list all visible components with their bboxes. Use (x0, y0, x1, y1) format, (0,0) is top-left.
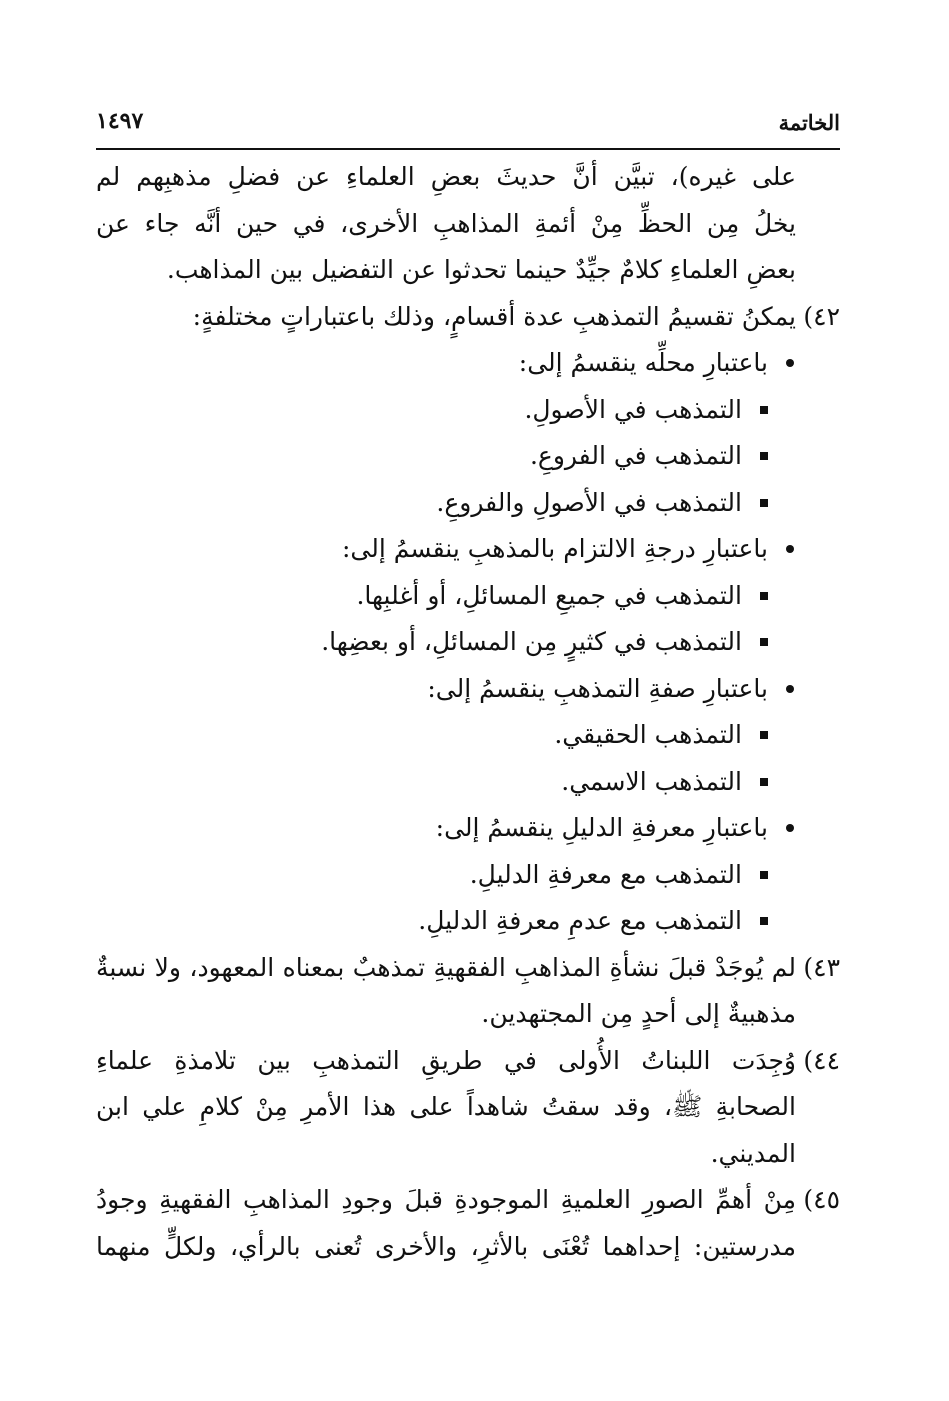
sub-item (96, 759, 840, 806)
text-line: مِنْ أهمِّ الصورِ العلميةِ الموجودةِ قبلَ وجودِ المذاهبِ الفقهيةِ وجودُ (96, 1185, 796, 1214)
sub-item-text: التمذهب في كثيرٍ مِن المسائلِ، أو بعضِها. (321, 627, 742, 656)
item-number: ٤٢) (803, 301, 840, 331)
text-line: لم يُوجَدْ قبلَ نشأةِ المذاهبِ الفقهيةِ تمذهبٌ بمعناه المعهود، ولا نسبةٌ (96, 952, 796, 982)
item-text-block (96, 1038, 796, 1178)
text-line: مذهبيةٌ إلى أحدٍ مِن المجتهدين. (481, 999, 796, 1028)
square-bullet-icon (760, 917, 768, 925)
bullet-dot-icon (786, 824, 794, 832)
numbered-item-44 (96, 1038, 840, 1178)
bullet-item (96, 805, 840, 852)
square-bullet-icon (760, 406, 768, 414)
bullet-label: باعتبارِ درجةِ الالتزام بالمذهبِ ينقسمُ إلى: (341, 534, 768, 563)
sub-item (96, 712, 840, 759)
sub-item (96, 387, 840, 434)
item-text-block (96, 1177, 796, 1270)
sub-item-text: التمذهب الحقيقي. (554, 720, 742, 749)
page-number: ١٤٩٧ (96, 108, 144, 134)
square-bullet-icon (760, 452, 768, 460)
intro-paragraph (96, 154, 840, 294)
square-bullet-icon (760, 638, 768, 646)
bullet-item (96, 340, 840, 387)
sub-item-text: التمذهب في الأصولِ. (524, 394, 742, 424)
sub-item-text: التمذهب في جميعِ المسائلِ، أو أغلبِها. (356, 580, 742, 610)
sub-item-text: التمذهب الاسمي. (561, 766, 742, 796)
bullet-label: باعتبارِ معرفةِ الدليلِ ينقسمُ إلى: (435, 813, 768, 842)
sub-item (96, 619, 840, 666)
bullet-dot-icon (786, 685, 794, 693)
sub-item (96, 480, 840, 527)
square-bullet-icon (760, 592, 768, 600)
text-line: وُجِدَت اللبناتُ الأُولى في طريقِ التمذهبِ بين تلامذةِ علماءِ (96, 1045, 796, 1075)
item-text: يمكنُ تقسيمُ التمذهبِ عدة أقسامٍ، وذلك باعتباراتٍ مختلفةٍ: (192, 301, 796, 331)
chapter-title: الخاتمة (778, 110, 840, 135)
bullet-label: باعتبارِ محلِّه ينقسمُ إلى: (518, 348, 768, 377)
bullet-label: باعتبارِ صفةِ التمذهبِ ينقسمُ إلى: (427, 673, 768, 703)
item-number: ٤٣) (803, 952, 840, 982)
square-bullet-icon (760, 731, 768, 739)
bullet-dot-icon (786, 545, 794, 553)
bullet-item (96, 526, 840, 573)
bullet-dot-icon (786, 359, 794, 367)
numbered-item-43 (96, 945, 840, 1038)
text-line: على غيره)، تبيَّن أنَّ حديثَ بعضِ العلماءِ عن فضلِ مذهبِهم لم (96, 162, 796, 191)
sub-item-text: التمذهب مع معرفةِ الدليلِ. (469, 859, 742, 889)
square-bullet-icon (760, 778, 768, 786)
numbered-item-42 (96, 294, 840, 341)
bullet-item (96, 666, 840, 713)
item-number: ٤٥) (803, 1185, 840, 1214)
item-text-block (96, 945, 796, 1038)
text-line: مدرستين: إحداهما تُعْنَى بالأثرِ، والأخرى تُعنى بالرأي، ولكلٍّ منهما (96, 1231, 796, 1261)
sub-item-text: التمذهب في الأصولِ والفروعِ. (436, 487, 742, 517)
item-number: ٤٤) (803, 1045, 840, 1075)
sub-item (96, 852, 840, 899)
running-header (96, 96, 840, 136)
text-line: الصحابةِ ﷺ، وقد سقتُ شاهداً على هذا الأمرِ مِنْ كلامِ علي ابن (96, 1092, 796, 1121)
square-bullet-icon (760, 499, 768, 507)
square-bullet-icon (760, 871, 768, 879)
numbered-item-45 (96, 1177, 840, 1270)
text-line: بعضِ العلماءِ كلامٌ جيِّدٌ حينما تحدثوا عن التفضيل بين المذاهب. (166, 255, 796, 284)
text-line: يخلُ مِن الحظِّ مِنْ أئمةِ المذاهبِ الأخرى، في حين أنَّه جاء عن (96, 208, 796, 238)
sub-item (96, 898, 840, 945)
header-rule (96, 148, 840, 150)
sub-item (96, 433, 840, 480)
book-page (96, 96, 840, 1386)
page-body (96, 154, 840, 1270)
sub-item-text: التمذهب في الفروعِ. (529, 441, 742, 470)
sub-item-text: التمذهب مع عدمِ معرفةِ الدليلِ. (418, 906, 742, 935)
sub-item (96, 573, 840, 620)
text-line: المديني. (710, 1138, 796, 1168)
